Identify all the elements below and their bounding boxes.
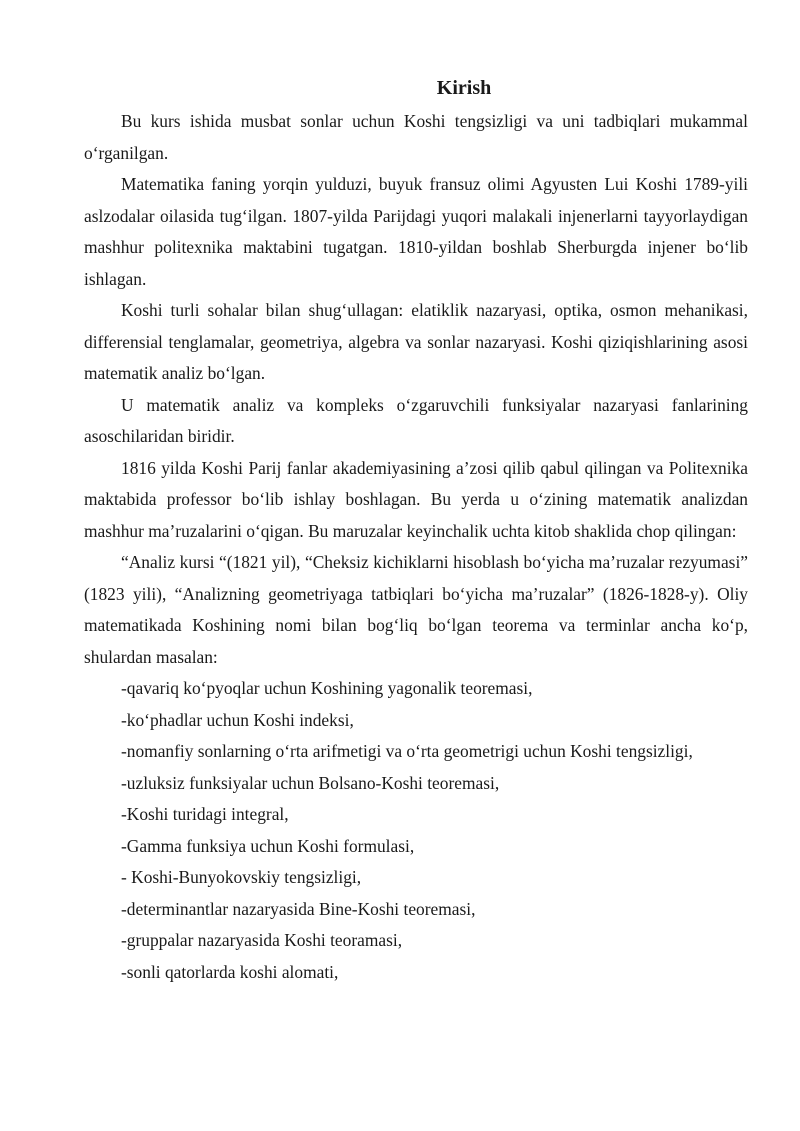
paragraph-intro: Bu kurs ishida musbat sonlar uchun Koshi tengsizligi va uni tadbiqlari mukammal o‘rganilgan. [84,111,748,163]
paragraph-biography: Matematika faning yorqin yulduzi, buyuk fransuz olimi Agyusten Lui Koshi 1789-yili aslzodalar oilasida tug‘ilgan. 1807-yilda Parijdagi yuqori malakali injenerlarni tayyorlaydigan mashhur politexnika maktabini tugatgan. 1810-yildan boshlab Sherburgda injener bo‘lib ishlagan. [84,174,748,289]
list-item: -Koshi turidagi integral, [121,804,289,824]
document-page [84,74,748,988]
paragraph-fields: Koshi turli sohalar bilan shug‘ullagan: elatiklik nazaryasi, optika, osmon mehanikasi, differensial tenglamalar, geometriya, algebra va sonlar nazaryasi. Koshi qiziqishlarining asosi matematik analiz bo‘lgan. [84,300,748,383]
list-item: -ko‘phadlar uchun Koshi indeksi, [121,709,354,730]
paragraph-founder: U matematik analiz va kompleks o‘zgaruvchili funksiyalar nazaryasi fanlarining asoschilaridan biridir. [84,394,748,446]
paragraph-academy: 1816 yilda Koshi Parij fanlar akademiyasining a’zosi qilib qabul qilingan va Politexnika maktabida professor bo‘lib ishlay boshlagan. Bu yerda u o‘zining matematik analizdan mashhur ma’ruzalarini o‘qigan. Bu maruzalar keyinchalik uchta kitob shaklida chop qilingan: [84,457,748,541]
theorem-list [84,673,748,988]
list-item: -sonli qatorlarda koshi alomati, [121,961,339,982]
list-item: -gruppalar nazaryasida Koshi teoramasi, [121,930,403,950]
list-item: -determinantlar nazaryasida Bine-Koshi teoremasi, [121,898,476,919]
paragraph-lectures: “Analiz kursi “(1821 yil), “Cheksiz kichiklarni hisoblash bo‘yicha ma’ruzalar rezyumasi” (1823 yili), “Analizning geometriyaga tatbiqlari bo‘yicha ma’ruzalar” (1826-1828-y). Oliy matematikada Koshining nomi bilan bog‘liq bo‘lgan teorema va terminlar ancha ko‘p, shulardan masalan: [84,552,748,667]
list-item: -Gamma funksiya uchun Koshi formulasi, [121,835,415,856]
list-item: -nomanfiy sonlarning o‘rta arifmetigi va o‘rta geometrigi uchun Koshi tengsizligi, [121,741,693,761]
list-item: -qavariq ko‘pyoqlar uchun Koshining yagonalik teoremasi, [121,678,533,698]
list-item: -uzluksiz funksiyalar uchun Bolsano-Koshi teoremasi, [121,772,500,793]
page-title: Kirish [436,77,492,99]
list-item: - Koshi-Bunyokovskiy tengsizligi, [121,867,362,887]
